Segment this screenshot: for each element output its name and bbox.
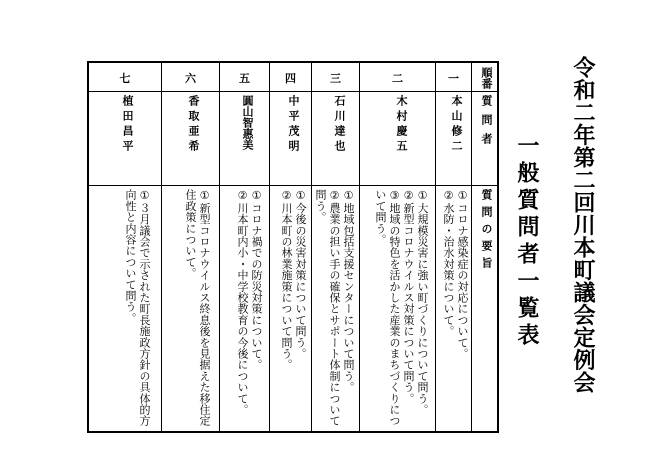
row-number: 二	[392, 72, 403, 85]
question-topics	[171, 189, 211, 431]
topic-item: ①今後の災害対策について問う。	[294, 189, 307, 359]
topic-item: ②川本町の林業施策について問う。	[280, 189, 293, 371]
topic-item: ②農業の担い手の確保とサポート体制について問う。	[314, 189, 341, 427]
topic-item: ③地域の特色を活かした産業のまちづくりについて問う。	[374, 189, 401, 427]
questioner-name: 本山修二	[450, 95, 463, 155]
page-title: 令和二年第二回川本町議会定例会	[570, 56, 595, 394]
question-topics	[314, 189, 355, 431]
questioner-name: 圓山智惠美	[241, 95, 254, 150]
column-divider	[359, 63, 360, 431]
column-divider	[311, 63, 312, 431]
questioner-table	[87, 61, 499, 433]
title-block	[500, 56, 612, 436]
topic-item: ①大規模災害に強い町づくりについて問う。	[416, 189, 429, 415]
header-order: 順番	[480, 67, 493, 89]
questioner-name: 植田昌平	[121, 95, 134, 155]
topic-item: ①地域包括支援センターについて問う。	[342, 189, 355, 393]
row-number: 三	[330, 72, 341, 85]
row-number: 五	[239, 72, 250, 85]
questioner-name: 石川達也	[333, 95, 346, 155]
column-divider	[435, 63, 436, 431]
row-number: 六	[185, 72, 196, 85]
header-topic: 質問の要旨	[480, 189, 493, 274]
column-divider	[471, 63, 472, 431]
column-divider	[269, 63, 270, 431]
page-subtitle: 一般質問者一覧表	[514, 134, 539, 350]
topic-item: ①コロナ感染症の対応について。	[456, 189, 469, 359]
question-topics	[99, 189, 151, 431]
topic-item: ②新型コロナウイルス対策について問う。	[402, 189, 415, 404]
row-number: 七	[119, 72, 131, 85]
questioner-name: 木村慶五	[395, 95, 408, 155]
column-divider	[161, 63, 162, 431]
topic-item: ②川本町内小・中学校教育の今後について。	[236, 189, 249, 415]
header-questioner: 質問者	[480, 95, 493, 152]
topic-item: ②水防・治水対策について。	[442, 189, 455, 337]
questioner-name: 中平茂明	[287, 95, 300, 155]
row-number: 四	[285, 72, 296, 85]
question-topics	[367, 189, 429, 431]
question-topics	[273, 189, 307, 431]
topic-item: ①コロナ禍での防災対策について。	[250, 189, 263, 371]
topic-item: ①３月議会で示された町長施政方針の具体的方向性と内容について問う。	[124, 189, 151, 427]
topic-item: ①新型コロナウイルス終息後を見据えた移住定住政策について。	[184, 189, 211, 427]
question-topics	[439, 189, 469, 431]
question-topics	[225, 189, 263, 431]
column-divider	[219, 63, 220, 431]
row-number: 一	[448, 72, 459, 85]
questioner-name: 香取亜希	[187, 95, 200, 155]
